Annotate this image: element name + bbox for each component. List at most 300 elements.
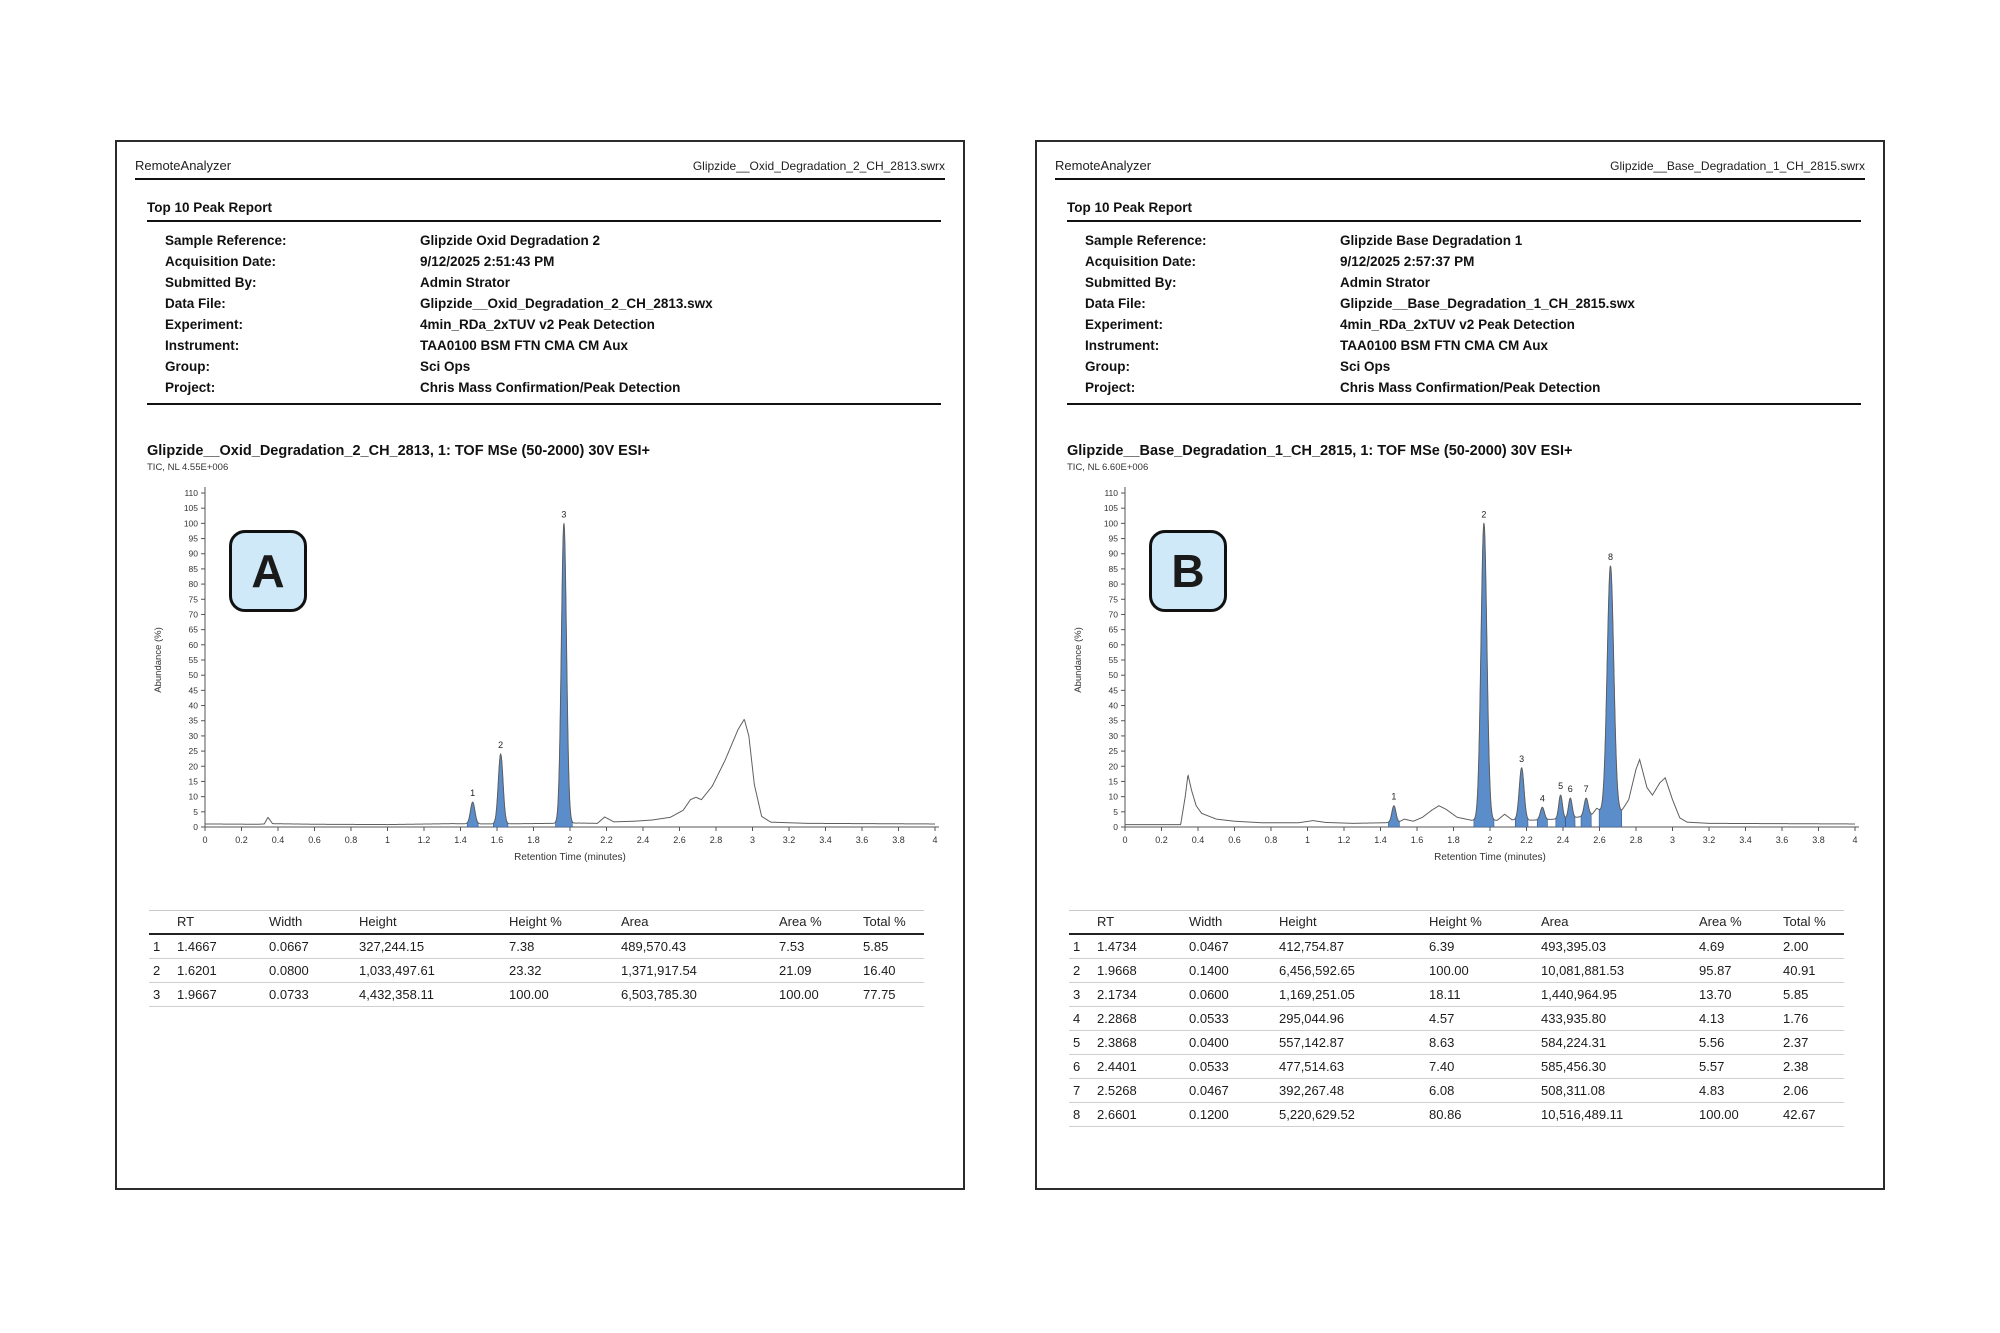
peak-label: 6 bbox=[1567, 784, 1573, 795]
table-cell: 7.38 bbox=[505, 934, 617, 959]
table-cell: 1,371,917.54 bbox=[617, 959, 775, 983]
meta-label: Data File: bbox=[1085, 296, 1146, 311]
x-tick-label: 3.8 bbox=[892, 835, 905, 845]
meta-label: Instrument: bbox=[1085, 338, 1160, 353]
table-row bbox=[1069, 983, 1844, 1007]
y-tick-label: 80 bbox=[1108, 579, 1118, 590]
table-cell: 1.6201 bbox=[173, 959, 265, 983]
column-header: Width bbox=[1185, 911, 1275, 935]
x-tick-label: 2.2 bbox=[600, 835, 613, 845]
chromatogram-trace bbox=[205, 524, 935, 825]
table-cell: 4 bbox=[1069, 1007, 1093, 1031]
table-cell: 327,244.15 bbox=[355, 934, 505, 959]
peak-label: 7 bbox=[1583, 784, 1589, 795]
peak-fill bbox=[1515, 768, 1528, 827]
chart-title: Glipzide__Oxid_Degradation_2_CH_2813, 1: TOF MSe (50-2000) 30V ESI+ bbox=[147, 443, 651, 459]
meta-label: Acquisition Date: bbox=[165, 254, 277, 269]
column-header: Area bbox=[1537, 911, 1695, 935]
table-cell: 0.1200 bbox=[1185, 1103, 1275, 1127]
x-tick-label: 0.4 bbox=[271, 835, 285, 845]
table-cell: 585,456.30 bbox=[1537, 1055, 1695, 1079]
x-tick-label: 3.2 bbox=[782, 835, 796, 845]
y-tick-label: 90 bbox=[1108, 548, 1118, 559]
meta-row bbox=[165, 335, 943, 356]
y-tick-label: 110 bbox=[184, 488, 198, 498]
table-cell: 1.9668 bbox=[1093, 959, 1185, 983]
table-row bbox=[1069, 959, 1844, 983]
x-tick-label: 3 bbox=[1669, 835, 1676, 845]
y-tick-label: 35 bbox=[1108, 715, 1118, 726]
y-tick-label: 110 bbox=[1104, 488, 1118, 498]
table-row bbox=[1069, 1079, 1844, 1103]
y-tick-label: 85 bbox=[188, 563, 198, 574]
table-cell: 4.69 bbox=[1695, 934, 1779, 959]
peak-label: 3 bbox=[561, 509, 567, 520]
table-cell: 0.0600 bbox=[1185, 983, 1275, 1007]
meta-value: 4min_RDa_2xTUV v2 Peak Detection bbox=[420, 317, 655, 332]
table-cell: 2 bbox=[1069, 959, 1093, 983]
table-cell: 493,395.03 bbox=[1537, 934, 1695, 959]
x-tick-label: 0.4 bbox=[1191, 835, 1205, 845]
table-cell: 100.00 bbox=[1695, 1103, 1779, 1127]
table-cell: 2 bbox=[149, 959, 173, 983]
y-tick-label: 55 bbox=[1108, 655, 1118, 665]
y-tick-label: 105 bbox=[1103, 503, 1118, 514]
table-cell: 1.4734 bbox=[1093, 934, 1185, 959]
y-tick-label: 65 bbox=[1108, 624, 1118, 635]
panel-badge-b: B bbox=[1149, 530, 1227, 612]
x-axis-label: Retention Time (minutes) bbox=[514, 852, 626, 863]
table-cell: 6,503,785.30 bbox=[617, 983, 775, 1007]
column-header: RT bbox=[173, 911, 265, 935]
x-tick-label: 2 bbox=[567, 835, 573, 845]
x-tick-label: 1.4 bbox=[1374, 835, 1387, 845]
table-cell: 4,432,358.11 bbox=[355, 983, 505, 1007]
x-tick-label: 1.6 bbox=[1410, 835, 1424, 845]
x-tick-label: 0.8 bbox=[1264, 835, 1278, 845]
table-cell: 100.00 bbox=[775, 983, 859, 1007]
table-cell: 3 bbox=[149, 983, 173, 1007]
table-cell: 5.56 bbox=[1695, 1031, 1779, 1055]
x-tick-label: 2.4 bbox=[636, 835, 650, 845]
peak-fill bbox=[1474, 524, 1494, 827]
x-tick-label: 2.8 bbox=[709, 835, 723, 845]
meta-row bbox=[1085, 377, 1863, 398]
y-tick-label: 25 bbox=[188, 746, 198, 757]
title-divider bbox=[1067, 220, 1861, 222]
meta-value: Glipzide__Oxid_Degradation_2_CH_2813.swx bbox=[420, 296, 713, 311]
x-tick-label: 2.2 bbox=[1520, 835, 1533, 845]
meta-value: TAA0100 BSM FTN CMA CM Aux bbox=[420, 338, 629, 353]
peak-fill bbox=[467, 802, 478, 827]
report-body bbox=[1037, 200, 1883, 1127]
y-tick-label: 10 bbox=[188, 791, 198, 802]
x-tick-label: 0.8 bbox=[344, 835, 358, 845]
y-tick-label: 45 bbox=[188, 685, 198, 696]
x-tick-label: 0.6 bbox=[308, 835, 321, 845]
meta-value: Glipzide Oxid Degradation 2 bbox=[420, 233, 601, 248]
meta-value: Sci Ops bbox=[1340, 359, 1391, 374]
x-tick-label: 0.6 bbox=[1228, 835, 1241, 845]
y-tick-label: 25 bbox=[1108, 746, 1118, 757]
table-cell: 3 bbox=[1069, 983, 1093, 1007]
x-tick-label: 0.2 bbox=[235, 835, 248, 845]
chart-area bbox=[147, 475, 943, 900]
peak-label: 3 bbox=[1519, 753, 1525, 764]
table-row bbox=[1069, 1055, 1844, 1079]
table-cell: 77.75 bbox=[859, 983, 924, 1007]
x-tick-label: 0 bbox=[202, 835, 208, 845]
column-header: Height % bbox=[1425, 911, 1537, 935]
meta-row bbox=[1085, 356, 1863, 377]
table-body bbox=[149, 934, 924, 1007]
x-tick-label: 3.4 bbox=[1739, 835, 1752, 845]
table-cell: 95.87 bbox=[1695, 959, 1779, 983]
meta-label: Project: bbox=[165, 380, 216, 395]
y-tick-label: 10 bbox=[1108, 791, 1118, 802]
table-row bbox=[149, 983, 924, 1007]
table-cell: 0.0667 bbox=[265, 934, 355, 959]
header-divider bbox=[1055, 178, 1865, 180]
table-cell: 412,754.87 bbox=[1275, 934, 1425, 959]
x-tick-label: 4 bbox=[1852, 835, 1858, 845]
header-divider bbox=[135, 178, 945, 180]
meta-value: 9/12/2025 2:51:43 PM bbox=[420, 254, 555, 269]
y-tick-label: 85 bbox=[1108, 563, 1118, 574]
meta-label: Submitted By: bbox=[1085, 275, 1177, 290]
meta-row bbox=[1085, 251, 1863, 272]
chart-area bbox=[1067, 475, 1863, 900]
file-name: Glipzide__Oxid_Degradation_2_CH_2813.swrx bbox=[692, 159, 945, 173]
meta-label: Group: bbox=[165, 359, 210, 374]
x-tick-label: 3 bbox=[749, 835, 756, 845]
y-tick-label: 50 bbox=[1108, 670, 1118, 681]
meta-row bbox=[165, 356, 943, 377]
table-row bbox=[149, 934, 924, 959]
meta-label: Data File: bbox=[165, 296, 226, 311]
meta-row bbox=[165, 314, 943, 335]
table-cell: 6.39 bbox=[1425, 934, 1537, 959]
column-header: Height % bbox=[505, 911, 617, 935]
x-tick-label: 2.8 bbox=[1629, 835, 1643, 845]
x-tick-label: 1.4 bbox=[454, 835, 467, 845]
meta-label: Sample Reference: bbox=[165, 233, 287, 248]
table-cell: 1 bbox=[149, 934, 173, 959]
table-row bbox=[1069, 1103, 1844, 1127]
table-cell: 6,456,592.65 bbox=[1275, 959, 1425, 983]
table-cell: 6 bbox=[1069, 1055, 1093, 1079]
table-cell: 0.0733 bbox=[265, 983, 355, 1007]
table-row bbox=[1069, 1031, 1844, 1055]
meta-list bbox=[165, 230, 943, 398]
table-cell: 508,311.08 bbox=[1537, 1079, 1695, 1103]
y-axis-label: Abundance (%) bbox=[153, 627, 164, 693]
table-cell: 5.85 bbox=[1779, 983, 1844, 1007]
y-tick-label: 0 bbox=[1113, 822, 1118, 832]
peak-fill bbox=[556, 524, 573, 827]
y-tick-label: 50 bbox=[188, 670, 198, 681]
meta-row bbox=[1085, 314, 1863, 335]
meta-row bbox=[1085, 293, 1863, 314]
table-cell: 477,514.63 bbox=[1275, 1055, 1425, 1079]
table-cell: 0.0533 bbox=[1185, 1055, 1275, 1079]
table-cell: 21.09 bbox=[775, 959, 859, 983]
x-tick-label: 2.4 bbox=[1556, 835, 1570, 845]
report-page-a bbox=[115, 140, 965, 1190]
y-tick-label: 75 bbox=[188, 594, 198, 605]
y-tick-label: 0 bbox=[193, 822, 198, 832]
meta-label: Group: bbox=[1085, 359, 1130, 374]
table-cell: 2.1734 bbox=[1093, 983, 1185, 1007]
x-tick-label: 3.4 bbox=[819, 835, 832, 845]
meta-label: Experiment: bbox=[1085, 317, 1164, 332]
report-body bbox=[117, 200, 963, 1007]
table-cell: 433,935.80 bbox=[1537, 1007, 1695, 1031]
peak-label: 2 bbox=[498, 740, 504, 751]
meta-label: Project: bbox=[1085, 380, 1136, 395]
table-cell: 1 bbox=[1069, 934, 1093, 959]
table-cell: 1,169,251.05 bbox=[1275, 983, 1425, 1007]
x-tick-label: 1 bbox=[1304, 835, 1311, 845]
x-axis-label: Retention Time (minutes) bbox=[1434, 852, 1546, 863]
x-tick-label: 2.6 bbox=[673, 835, 686, 845]
meta-row bbox=[165, 272, 943, 293]
y-tick-label: 95 bbox=[1108, 533, 1118, 544]
table-cell: 0.1400 bbox=[1185, 959, 1275, 983]
table-cell: 557,142.87 bbox=[1275, 1031, 1425, 1055]
table-cell: 1,033,497.61 bbox=[355, 959, 505, 983]
table-cell: 0.0400 bbox=[1185, 1031, 1275, 1055]
table-cell: 0.0467 bbox=[1185, 934, 1275, 959]
y-tick-label: 5 bbox=[193, 806, 198, 817]
meta-value: Admin Strator bbox=[1340, 275, 1431, 290]
meta-row bbox=[1085, 230, 1863, 251]
table-cell: 0.0467 bbox=[1185, 1079, 1275, 1103]
x-tick-label: 3.8 bbox=[1812, 835, 1825, 845]
peak-label: 1 bbox=[1391, 791, 1397, 802]
y-tick-label: 70 bbox=[188, 609, 198, 620]
table-cell: 5.85 bbox=[859, 934, 924, 959]
peak-fill bbox=[1556, 795, 1565, 827]
meta-label: Submitted By: bbox=[165, 275, 257, 290]
y-tick-label: 30 bbox=[188, 730, 198, 741]
y-tick-label: 80 bbox=[188, 579, 198, 590]
table-cell: 10,081,881.53 bbox=[1537, 959, 1695, 983]
peak-label: 5 bbox=[1558, 781, 1564, 792]
meta-value: Sci Ops bbox=[420, 359, 471, 374]
peak-fill bbox=[1599, 566, 1622, 827]
table-header-row bbox=[149, 911, 924, 935]
file-name: Glipzide__Base_Degradation_1_CH_2815.swrx bbox=[1610, 159, 1865, 173]
table-cell: 4.57 bbox=[1425, 1007, 1537, 1031]
x-tick-label: 3.2 bbox=[1702, 835, 1716, 845]
peak-label: 8 bbox=[1607, 551, 1613, 562]
y-tick-label: 40 bbox=[1108, 700, 1118, 711]
report-title: Top 10 Peak Report bbox=[147, 200, 273, 215]
x-tick-label: 1 bbox=[384, 835, 391, 845]
table-cell: 5.57 bbox=[1695, 1055, 1779, 1079]
table-cell: 0.0533 bbox=[1185, 1007, 1275, 1031]
table-header-row bbox=[1069, 911, 1844, 935]
app-name: RemoteAnalyzer bbox=[135, 158, 232, 173]
table-cell: 1.4667 bbox=[173, 934, 265, 959]
meta-value: Glipzide Base Degradation 1 bbox=[1340, 233, 1523, 248]
table-row bbox=[1069, 934, 1844, 959]
y-tick-label: 100 bbox=[1103, 518, 1118, 529]
x-tick-label: 1.8 bbox=[1447, 835, 1460, 845]
y-tick-label: 60 bbox=[1108, 639, 1118, 650]
y-tick-label: 55 bbox=[188, 655, 198, 665]
table-cell: 4.13 bbox=[1695, 1007, 1779, 1031]
table-row bbox=[1069, 1007, 1844, 1031]
x-tick-label: 0 bbox=[1122, 835, 1128, 845]
y-tick-label: 100 bbox=[183, 518, 198, 529]
column-header: Total % bbox=[859, 911, 924, 935]
table-cell: 13.70 bbox=[1695, 983, 1779, 1007]
table-cell: 489,570.43 bbox=[617, 934, 775, 959]
meta-divider bbox=[147, 403, 941, 405]
table-cell: 1,440,964.95 bbox=[1537, 983, 1695, 1007]
table-header bbox=[1069, 911, 1844, 935]
table-cell: 16.40 bbox=[859, 959, 924, 983]
column-header: Height bbox=[355, 911, 505, 935]
table-header bbox=[149, 911, 924, 935]
table-cell: 6.08 bbox=[1425, 1079, 1537, 1103]
meta-value: Admin Strator bbox=[420, 275, 511, 290]
table-cell: 0.0800 bbox=[265, 959, 355, 983]
table-cell: 80.86 bbox=[1425, 1103, 1537, 1127]
table-cell: 1.9667 bbox=[173, 983, 265, 1007]
x-tick-label: 1.8 bbox=[527, 835, 540, 845]
page-header bbox=[117, 142, 963, 173]
meta-label: Experiment: bbox=[165, 317, 244, 332]
y-tick-label: 75 bbox=[1108, 594, 1118, 605]
table-cell: 2.4401 bbox=[1093, 1055, 1185, 1079]
table-body bbox=[1069, 934, 1844, 1127]
meta-value: 9/12/2025 2:57:37 PM bbox=[1340, 254, 1475, 269]
x-tick-label: 1.6 bbox=[490, 835, 504, 845]
table-cell: 8 bbox=[1069, 1103, 1093, 1127]
table-cell: 2.3868 bbox=[1093, 1031, 1185, 1055]
table-cell: 7.53 bbox=[775, 934, 859, 959]
y-tick-label: 95 bbox=[188, 533, 198, 544]
y-tick-label: 70 bbox=[1108, 609, 1118, 620]
meta-row bbox=[165, 377, 943, 398]
y-tick-label: 45 bbox=[1108, 685, 1118, 696]
peak-label: 4 bbox=[1539, 793, 1545, 804]
y-tick-label: 40 bbox=[188, 700, 198, 711]
row-index-header bbox=[1069, 911, 1093, 935]
table-cell: 10,516,489.11 bbox=[1537, 1103, 1695, 1127]
table-cell: 295,044.96 bbox=[1275, 1007, 1425, 1031]
y-tick-label: 90 bbox=[188, 548, 198, 559]
table-cell: 100.00 bbox=[1425, 959, 1537, 983]
table-cell: 40.91 bbox=[1779, 959, 1844, 983]
y-tick-label: 20 bbox=[188, 761, 198, 772]
table-cell: 2.38 bbox=[1779, 1055, 1844, 1079]
y-tick-label: 15 bbox=[1108, 776, 1118, 787]
meta-row bbox=[165, 251, 943, 272]
x-tick-label: 0.2 bbox=[1155, 835, 1168, 845]
table-cell: 2.6601 bbox=[1093, 1103, 1185, 1127]
x-tick-label: 1.2 bbox=[1337, 835, 1351, 845]
peak-label: 1 bbox=[470, 788, 476, 799]
table-cell: 23.32 bbox=[505, 959, 617, 983]
peak-table bbox=[1069, 910, 1844, 1127]
meta-value: Glipzide__Base_Degradation_1_CH_2815.swx bbox=[1340, 296, 1635, 311]
report-title: Top 10 Peak Report bbox=[1067, 200, 1193, 215]
meta-label: Sample Reference: bbox=[1085, 233, 1207, 248]
column-header: Area bbox=[617, 911, 775, 935]
table-cell: 5,220,629.52 bbox=[1275, 1103, 1425, 1127]
table-row bbox=[149, 959, 924, 983]
chromatogram-block bbox=[147, 443, 943, 900]
table-cell: 2.06 bbox=[1779, 1079, 1844, 1103]
x-tick-label: 3.6 bbox=[1775, 835, 1789, 845]
meta-value: 4min_RDa_2xTUV v2 Peak Detection bbox=[1340, 317, 1575, 332]
chart-subtitle: TIC, NL 6.60E+006 bbox=[1067, 462, 1149, 473]
page-header bbox=[1037, 142, 1883, 173]
chromatogram-block bbox=[1067, 443, 1863, 900]
peak-table bbox=[149, 910, 924, 1007]
chart-title: Glipzide__Base_Degradation_1_CH_2815, 1: TOF MSe (50-2000) 30V ESI+ bbox=[1067, 443, 1573, 459]
column-header: Height bbox=[1275, 911, 1425, 935]
meta-value: Chris Mass Confirmation/Peak Detection bbox=[420, 380, 681, 395]
meta-row bbox=[1085, 272, 1863, 293]
meta-list bbox=[1085, 230, 1863, 398]
table-cell: 2.2868 bbox=[1093, 1007, 1185, 1031]
table-cell: 7 bbox=[1069, 1079, 1093, 1103]
y-tick-label: 20 bbox=[1108, 761, 1118, 772]
table-cell: 4.83 bbox=[1695, 1079, 1779, 1103]
table-cell: 42.67 bbox=[1779, 1103, 1844, 1127]
table-cell: 100.00 bbox=[505, 983, 617, 1007]
x-tick-label: 4 bbox=[932, 835, 938, 845]
y-tick-label: 105 bbox=[183, 503, 198, 514]
x-tick-label: 3.6 bbox=[855, 835, 869, 845]
table-cell: 2.5268 bbox=[1093, 1079, 1185, 1103]
column-header: Area % bbox=[775, 911, 859, 935]
row-index-header bbox=[149, 911, 173, 935]
title-divider bbox=[147, 220, 941, 222]
peak-label: 2 bbox=[1481, 509, 1487, 520]
y-tick-label: 5 bbox=[1113, 806, 1118, 817]
table-cell: 392,267.48 bbox=[1275, 1079, 1425, 1103]
y-tick-label: 60 bbox=[188, 639, 198, 650]
table-cell: 2.37 bbox=[1779, 1031, 1844, 1055]
column-header: Width bbox=[265, 911, 355, 935]
column-header: RT bbox=[1093, 911, 1185, 935]
x-tick-label: 2 bbox=[1487, 835, 1493, 845]
chromatogram-trace bbox=[1125, 524, 1855, 825]
column-header: Total % bbox=[1779, 911, 1844, 935]
meta-value: TAA0100 BSM FTN CMA CM Aux bbox=[1340, 338, 1549, 353]
table-cell: 8.63 bbox=[1425, 1031, 1537, 1055]
y-tick-label: 65 bbox=[188, 624, 198, 635]
x-tick-label: 1.2 bbox=[417, 835, 431, 845]
chart-subtitle: TIC, NL 4.55E+006 bbox=[147, 462, 229, 473]
meta-label: Instrument: bbox=[165, 338, 240, 353]
panel-badge-a: A bbox=[229, 530, 307, 612]
x-tick-label: 2.6 bbox=[1593, 835, 1606, 845]
meta-divider bbox=[1067, 403, 1861, 405]
table-cell: 7.40 bbox=[1425, 1055, 1537, 1079]
meta-row bbox=[165, 293, 943, 314]
table-cell: 584,224.31 bbox=[1537, 1031, 1695, 1055]
meta-row bbox=[1085, 335, 1863, 356]
column-header: Area % bbox=[1695, 911, 1779, 935]
y-tick-label: 15 bbox=[188, 776, 198, 787]
